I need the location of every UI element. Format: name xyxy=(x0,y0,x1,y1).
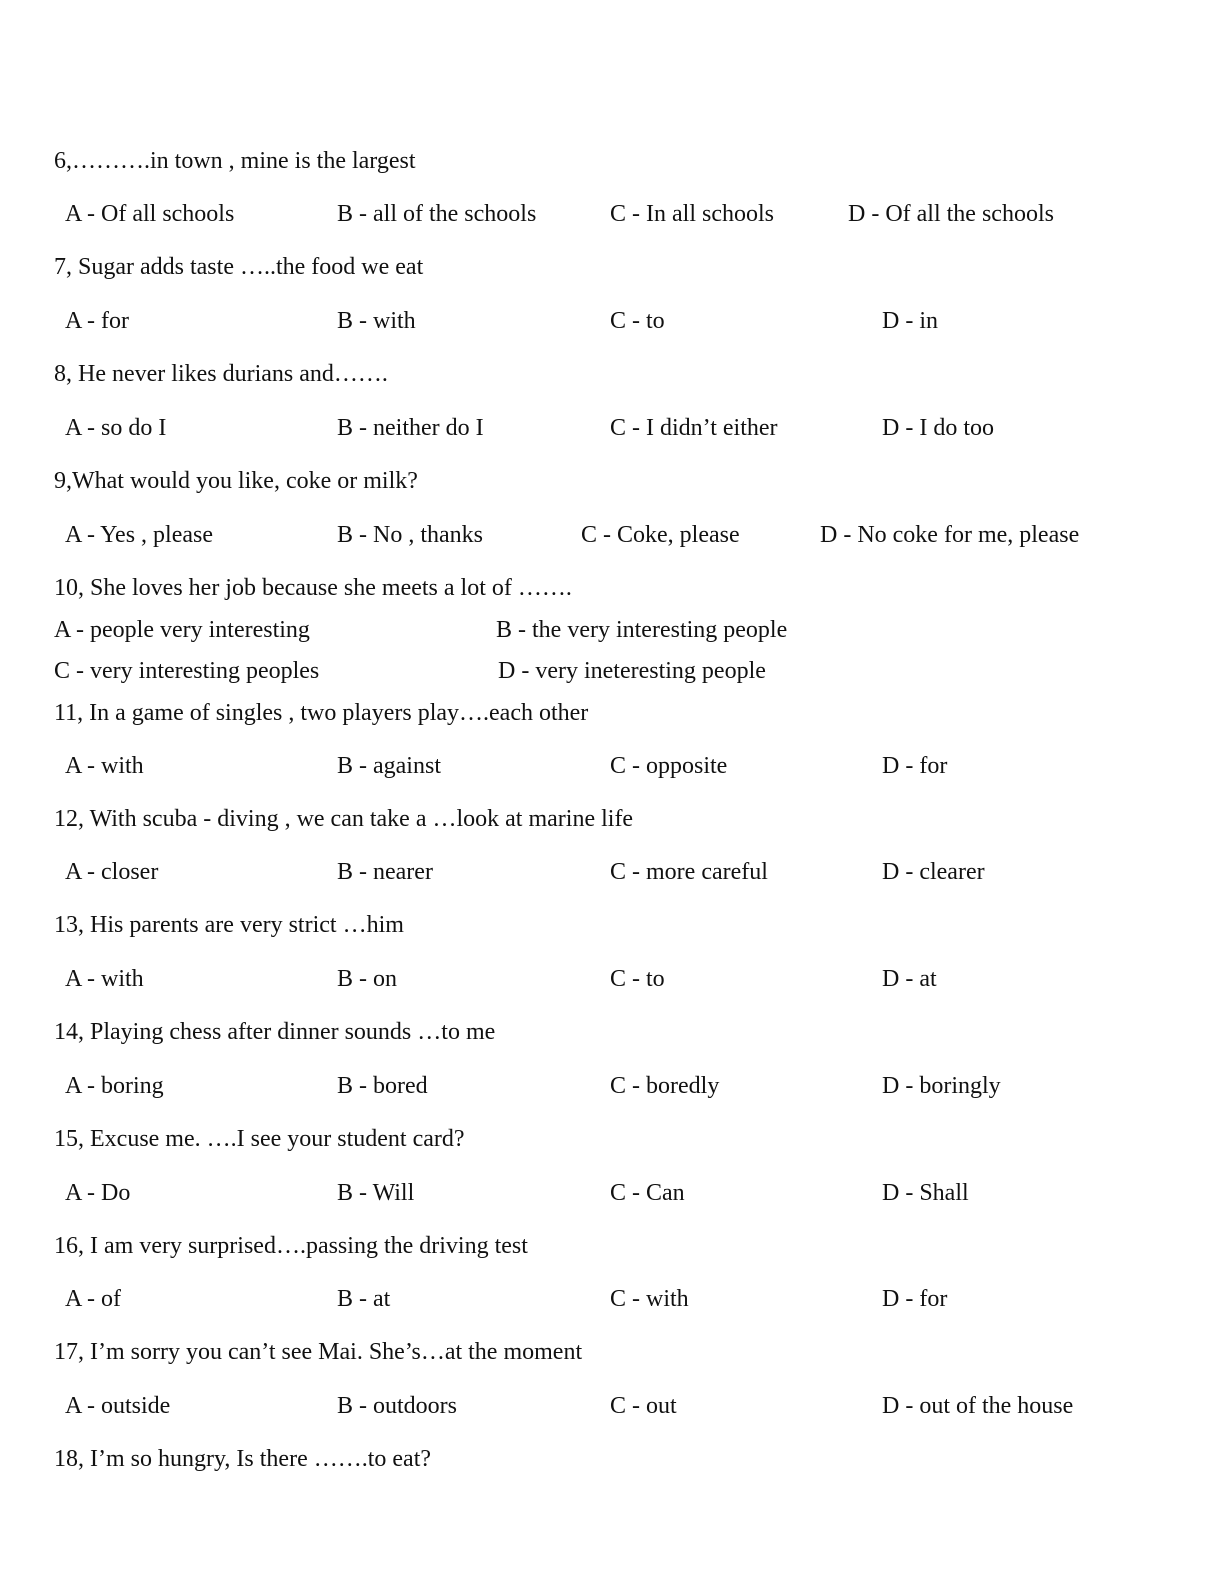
question-14-option-d: D - boringly xyxy=(882,1073,1001,1099)
question-6-option-d: D - Of all the schools xyxy=(848,201,1054,227)
question-9-stem: 9,What would you like, coke or milk? xyxy=(54,468,418,494)
question-13-option-d: D - at xyxy=(882,966,937,992)
question-13-option-c: C - to xyxy=(610,966,665,992)
question-12-option-d: D - clearer xyxy=(882,859,985,885)
question-10-option-a: A - people very interesting xyxy=(54,617,310,643)
question-6-option-a: A - Of all schools xyxy=(65,201,235,227)
question-15-option-c: C - Can xyxy=(610,1180,685,1206)
question-8-stem: 8, He never likes durians and……. xyxy=(54,361,388,387)
question-9-option-b: B - No , thanks xyxy=(337,522,483,548)
question-11-option-b: B - against xyxy=(337,753,441,779)
question-13-option-b: B - on xyxy=(337,966,397,992)
question-12-stem: 12, With scuba - diving , we can take a …look at marine life xyxy=(54,806,634,832)
question-10-option-c: C - very interesting peoples xyxy=(54,658,320,684)
question-17-option-d: D - out of the house xyxy=(882,1393,1074,1419)
question-6-option-c: C - In all schools xyxy=(610,201,774,227)
question-17-option-c: C - out xyxy=(610,1393,677,1419)
question-13-stem: 13, His parents are very strict …him xyxy=(54,912,404,938)
question-11-option-d: D - for xyxy=(882,753,948,779)
question-17-option-a: A - outside xyxy=(65,1393,171,1419)
question-7-option-d: D - in xyxy=(882,308,938,334)
question-12-option-b: B - nearer xyxy=(337,859,433,885)
question-10-option-d: D - very ineteresting people xyxy=(498,658,766,684)
question-8-option-d: D - I do too xyxy=(882,415,994,441)
question-9-option-d: D - No coke for me, please xyxy=(820,522,1080,548)
question-11-option-a: A - with xyxy=(65,753,144,779)
question-11-option-c: C - opposite xyxy=(610,753,728,779)
question-12-option-c: C - more careful xyxy=(610,859,768,885)
question-18-stem: 18, I’m so hungry, Is there …….to eat? xyxy=(54,1446,432,1472)
question-6-option-b: B - all of the schools xyxy=(337,201,537,227)
question-16-option-d: D - for xyxy=(882,1286,948,1312)
question-17-stem: 17, I’m sorry you can’t see Mai. She’s…at the moment xyxy=(54,1339,583,1365)
question-13-option-a: A - with xyxy=(65,966,144,992)
question-14-option-c: C - boredly xyxy=(610,1073,720,1099)
question-14-stem: 14, Playing chess after dinner sounds …to me xyxy=(54,1019,496,1045)
question-10-option-b: B - the very interesting people xyxy=(496,617,788,643)
question-15-option-d: D - Shall xyxy=(882,1180,969,1206)
question-12-option-a: A - closer xyxy=(65,859,159,885)
question-16-option-b: B - at xyxy=(337,1286,391,1312)
question-7-option-a: A - for xyxy=(65,308,129,334)
question-14-option-b: B - bored xyxy=(337,1073,428,1099)
question-8-option-c: C - I didn’t either xyxy=(610,415,778,441)
question-9-option-c: C - Coke, please xyxy=(581,522,740,548)
question-15-option-b: B - Will xyxy=(337,1180,415,1206)
question-8-option-a: A - so do I xyxy=(65,415,167,441)
question-17-option-b: B - outdoors xyxy=(337,1393,457,1419)
question-15-option-a: A - Do xyxy=(65,1180,131,1206)
question-7-option-c: C - to xyxy=(610,308,665,334)
question-15-stem: 15, Excuse me. ….I see your student card? xyxy=(54,1126,465,1152)
question-7-stem: 7, Sugar adds taste …..the food we eat xyxy=(54,254,424,280)
question-8-option-b: B - neither do I xyxy=(337,415,484,441)
question-11-stem: 11, In a game of singles , two players play….each other xyxy=(54,700,589,726)
question-14-option-a: A - boring xyxy=(65,1073,164,1099)
question-7-option-b: B - with xyxy=(337,308,416,334)
question-16-stem: 16, I am very surprised….passing the driving test xyxy=(54,1233,528,1259)
question-16-option-c: C - with xyxy=(610,1286,689,1312)
question-16-option-a: A - of xyxy=(65,1286,121,1312)
question-9-option-a: A - Yes , please xyxy=(65,522,213,548)
question-10-stem: 10, She loves her job because she meets a lot of ……. xyxy=(54,575,572,601)
question-6-stem: 6,……….in town , mine is the largest xyxy=(54,148,416,174)
